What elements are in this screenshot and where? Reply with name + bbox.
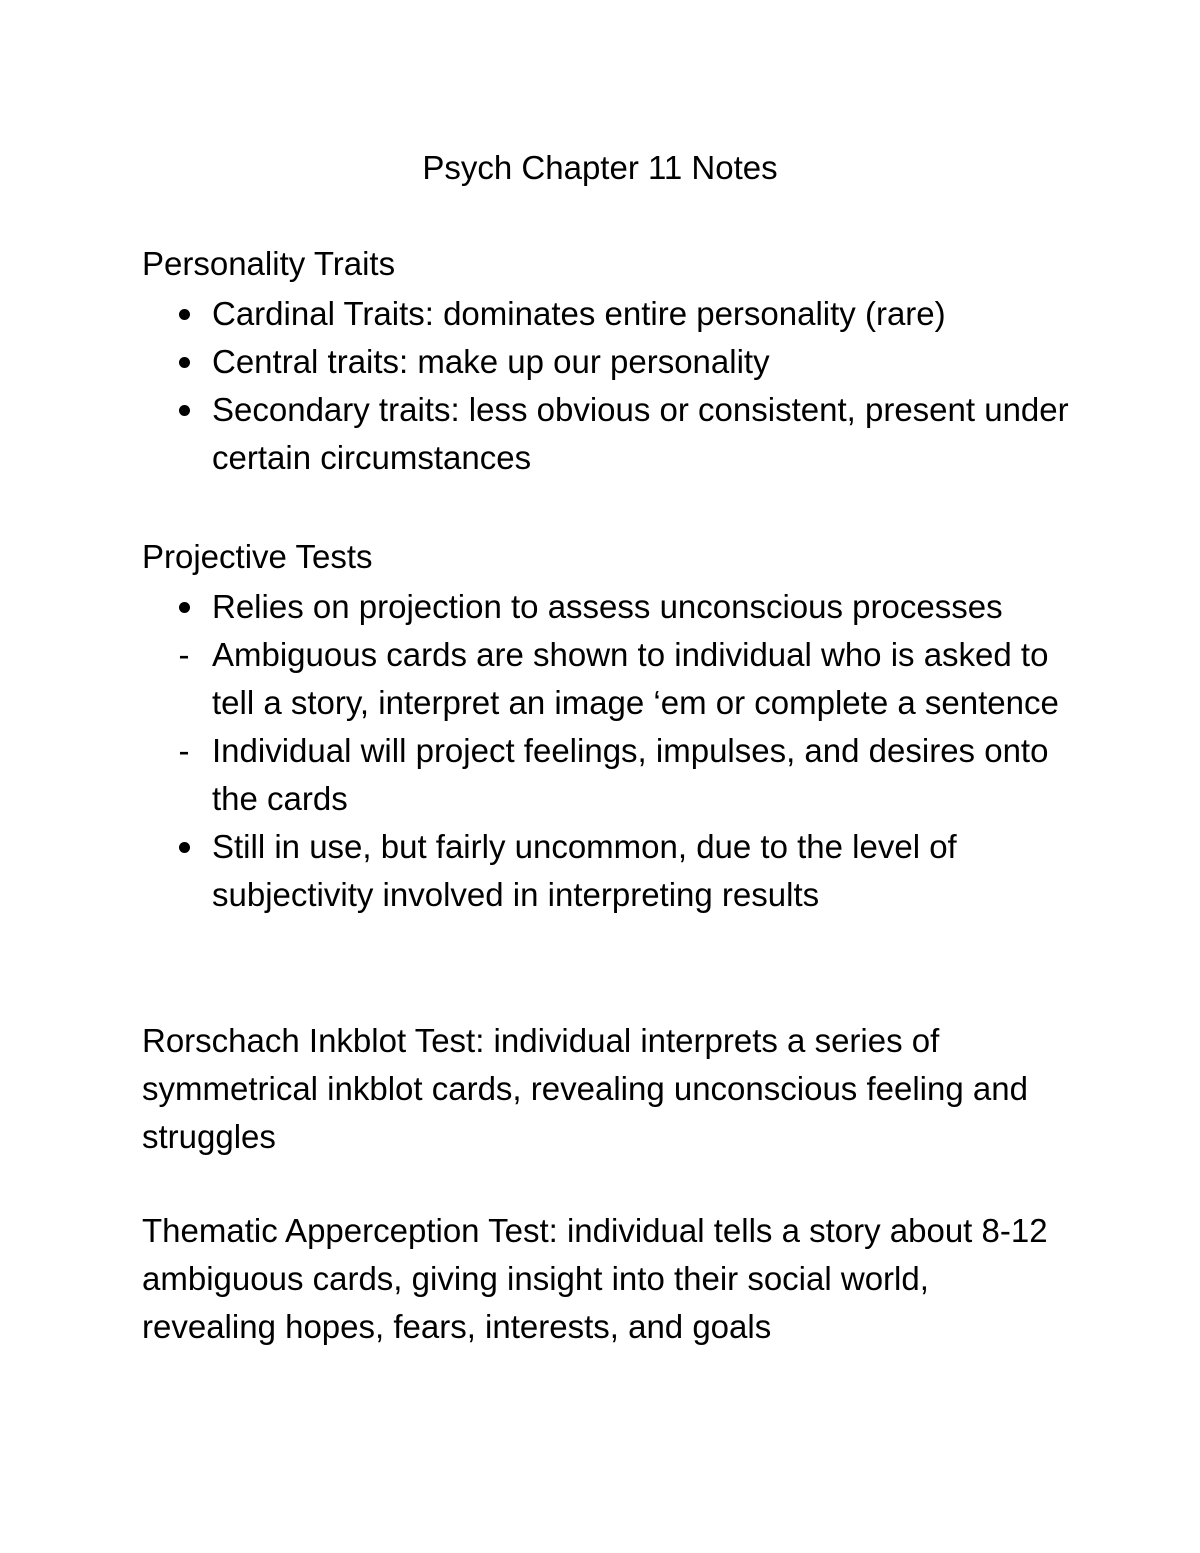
heading-projective-tests: Projective Tests (142, 538, 373, 575)
bullet-icon (174, 583, 194, 631)
bullet-icon (174, 290, 194, 338)
thematic-apperception-paragraph: Thematic Apperception Test: individual tells a story about 8-12 ambiguous cards, giving insight into their social world, revealing hopes, fears, interests, and goals (142, 1212, 1048, 1345)
list-item (142, 823, 1082, 919)
bullet-icon (174, 823, 194, 871)
heading-personality-traits: Personality Traits (142, 245, 396, 282)
list-item-text: Relies on projection to assess unconscious processes (212, 588, 1003, 625)
dash-icon: - (178, 636, 190, 673)
list-item-text: Cardinal Traits: dominates entire personality (rare) (212, 295, 946, 332)
bullet-icon (174, 338, 194, 386)
list-item (142, 386, 1082, 482)
list-item-text: Ambiguous cards are shown to individual who is asked to tell a story, interpret an image ‘em or complete a sentence (212, 636, 1059, 721)
list-item (142, 583, 1082, 631)
list-item-text: Central traits: make up our personality (212, 343, 770, 380)
list-item (142, 338, 1082, 386)
list-item (142, 727, 1082, 823)
list-item-text: Secondary traits: less obvious or consistent, present under certain circumstances (212, 391, 1069, 476)
list-item (142, 631, 1082, 727)
list-item-text: Still in use, but fairly uncommon, due to the level of subjectivity involved in interpreting results (212, 828, 957, 913)
rorschach-paragraph: Rorschach Inkblot Test: individual interprets a series of symmetrical inkblot cards, revealing unconscious feeling and struggles (142, 1022, 1028, 1155)
projective-tests-list (142, 583, 1082, 919)
list-item-text: Individual will project feelings, impulses, and desires onto the cards (212, 732, 1049, 817)
personality-traits-list (142, 290, 1082, 482)
bullet-icon (174, 386, 194, 434)
document-title: Psych Chapter 11 Notes (422, 149, 778, 186)
list-item (142, 290, 1082, 338)
dash-icon: - (178, 732, 190, 769)
